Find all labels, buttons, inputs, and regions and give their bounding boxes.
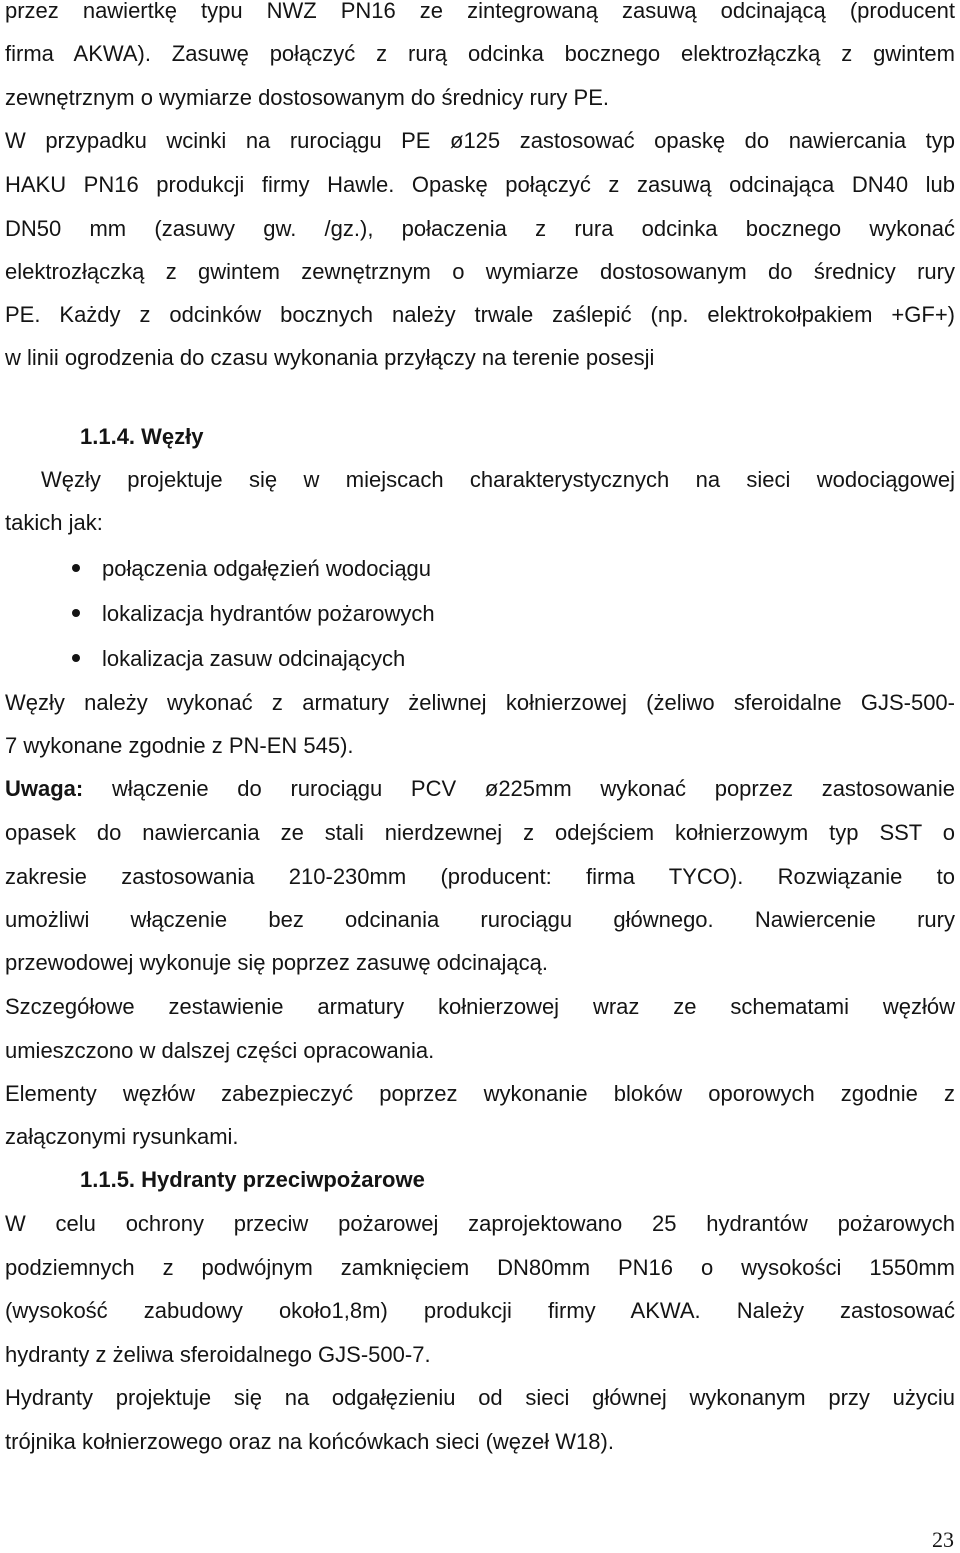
list-item-text: połączenia odgałęzień wodociągu bbox=[102, 556, 432, 581]
note-line bbox=[5, 774, 955, 804]
paragraph-line: podziemnych z podwójnym zamknięciem DN80mm PN16 o wysokości 1550mm bbox=[5, 1255, 955, 1280]
note-line: umożliwi włączenie bez odcinania rurociągu głównego. Nawiercenie rury bbox=[5, 907, 955, 932]
paragraph-line: załączonymi rysunkami. bbox=[5, 1124, 239, 1149]
list-item bbox=[72, 554, 431, 584]
paragraph-line: Szczegółowe zestawienie armatury kołnierzowej wraz ze schematami węzłów bbox=[5, 994, 955, 1019]
paragraph-line: trójnika kołnierzowego oraz na końcówkach sieci (węzeł W18). bbox=[5, 1429, 614, 1454]
bullet-icon bbox=[72, 654, 80, 662]
paragraph-line: zewnętrznym o wymiarze dostosowanym do średnicy rury PE. bbox=[5, 85, 609, 110]
paragraph-line: elektrozłączką z gwintem zewnętrznym o wymiarze dostosowanym do średnicy rury bbox=[5, 259, 955, 284]
note-line: zakresie zastosowania 210-230mm (producent: firma TYCO). Rozwiązanie to bbox=[5, 864, 955, 889]
note-line: przewodowej wykonuje się poprzez zasuwę odcinającą. bbox=[5, 950, 548, 975]
paragraph-line: Węzły projektuje się w miejscach charakterystycznych na sieci wodociągowej bbox=[41, 467, 955, 492]
paragraph-line: Hydranty projektuje się na odgałęzieniu od sieci głównej wykonanym przy użyciu bbox=[5, 1385, 955, 1410]
paragraph-line: DN50 mm (zasuwy gw. /gz.), połaczenia z rura odcinka bocznego wykonać bbox=[5, 216, 955, 241]
paragraph-line: takich jak: bbox=[5, 510, 103, 535]
paragraph-line: HAKU PN16 produkcji firmy Hawle. Opaskę połączyć z zasuwą odcinająca DN40 lub bbox=[5, 172, 955, 197]
section-title: Hydranty przeciwpożarowe bbox=[141, 1167, 425, 1192]
section-number: 1.1.4. bbox=[80, 424, 136, 449]
section-title: Węzły bbox=[141, 424, 204, 449]
bullet-icon bbox=[72, 609, 80, 617]
bullet-icon bbox=[72, 564, 80, 572]
paragraph-line: Elementy węzłów zabezpieczyć poprzez wykonanie bloków oporowych zgodnie z bbox=[5, 1081, 955, 1106]
section-heading bbox=[80, 1165, 680, 1195]
list-item-text: lokalizacja zasuw odcinających bbox=[102, 646, 406, 671]
paragraph-line: 7 wykonane zgodnie z PN-EN 545). bbox=[5, 733, 354, 758]
note-text: włączenie do rurociągu PCV ø225mm wykonać poprzez zastosowanie bbox=[83, 776, 955, 801]
paragraph-line: W celu ochrony przeciw pożarowej zaprojektowano 25 hydrantów pożarowych bbox=[5, 1211, 955, 1236]
page-number: 23 bbox=[932, 1527, 954, 1552]
paragraph-line: firma AKWA). Zasuwę połączyć z rurą odcinka bocznego elektrozłączką z gwintem bbox=[5, 41, 955, 66]
paragraph-line: hydranty z żeliwa sferoidalnego GJS-500-7. bbox=[5, 1342, 431, 1367]
paragraph-line: (wysokość zabudowy około1,8m) produkcji firmy AKWA. Należy zastosować bbox=[5, 1298, 955, 1323]
list-item-text: lokalizacja hydrantów pożarowych bbox=[102, 601, 435, 626]
list-item bbox=[72, 599, 435, 629]
paragraph-line: Węzły należy wykonać z armatury żeliwnej kołnierzowej (żeliwo sferoidalne GJS-500- bbox=[5, 690, 955, 715]
paragraph-line: przez nawiertkę typu NWZ PN16 ze zintegrowaną zasuwą odcinającą (producent bbox=[5, 0, 955, 23]
section-heading bbox=[80, 422, 480, 452]
paragraph-line: umieszczono w dalszej części opracowania. bbox=[5, 1038, 435, 1063]
list-item bbox=[72, 644, 405, 674]
note-line: opasek do nawiercania ze stali nierdzewnej z odejściem kołnierzowym typ SST o bbox=[5, 820, 955, 845]
section-number: 1.1.5. bbox=[80, 1167, 136, 1192]
paragraph-line: w linii ogrodzenia do czasu wykonania przyłączy na terenie posesji bbox=[5, 345, 655, 370]
note-label: Uwaga: bbox=[5, 776, 84, 801]
paragraph-line: W przypadku wcinki na rurociągu PE ø125 zastosować opaskę do nawiercania typ bbox=[5, 128, 955, 153]
paragraph-line: PE. Każdy z odcinków bocznych należy trwale zaślepić (np. elektrokołpakiem +GF+) bbox=[5, 302, 955, 327]
